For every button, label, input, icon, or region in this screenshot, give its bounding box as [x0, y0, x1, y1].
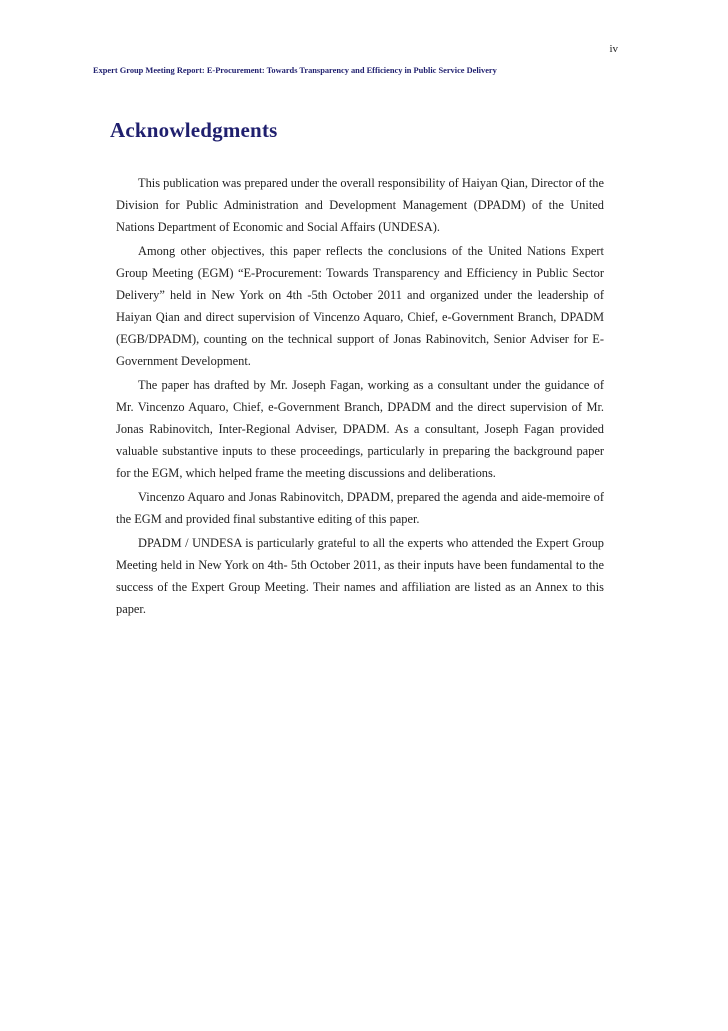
page-title: Acknowledgments	[110, 118, 278, 142]
paragraph-2: Among other objectives, this paper reflects the conclusions of the United Nations Expert Group Meeting (EGM) “E-Procurement: Towards Transparency and Efficiency in Public Sector Delivery” held in New York on 4th -5th October 2011 and organized under the leadership of Haiyan Qian and direct supervision of Vincenzo Aquaro, Chief, e-Government Branch, DPADM (EGB/DPADM), counting on the technical support of Jonas Rabinovitch, Senior Adviser for E-Government Development.	[116, 244, 604, 368]
paragraph-3: The paper has drafted by Mr. Joseph Fagan, working as a consultant under the guidance of Mr. Vincenzo Aquaro, Chief, e-Government Branch, DPADM and the direct supervision of Mr. Jonas Rabinovitch, Inter-Regional Adviser, DPADM. As a consultant, Joseph Fagan provided valuable substantive inputs to these proceedings, particularly in preparing the background paper for the EGM, which helped frame the meeting discussions and deliberations.	[116, 378, 604, 480]
paragraph-1: This publication was prepared under the overall responsibility of Haiyan Qian, Director of the Division for Public Administration and Development Management (DPADM) of the United Nations Department of Economic and Social Affairs (UNDESA).	[116, 176, 604, 234]
paragraph-4: Vincenzo Aquaro and Jonas Rabinovitch, DPADM, prepared the agenda and aide-memoire of the EGM and provided final substantive editing of this paper.	[116, 490, 604, 526]
paragraph-5: DPADM / UNDESA is particularly grateful to all the experts who attended the Expert Group Meeting held in New York on 4th- 5th October 2011, as their inputs have been fundamental to the success of the Expert Group Meeting. Their names and affiliation are listed as an Annex to this paper.	[116, 536, 604, 616]
page-number: iv	[609, 43, 618, 55]
body-text	[116, 172, 604, 622]
running-header: Expert Group Meeting Report: E-Procurement: Towards Transparency and Efficiency in Public Service Delivery	[93, 66, 497, 75]
